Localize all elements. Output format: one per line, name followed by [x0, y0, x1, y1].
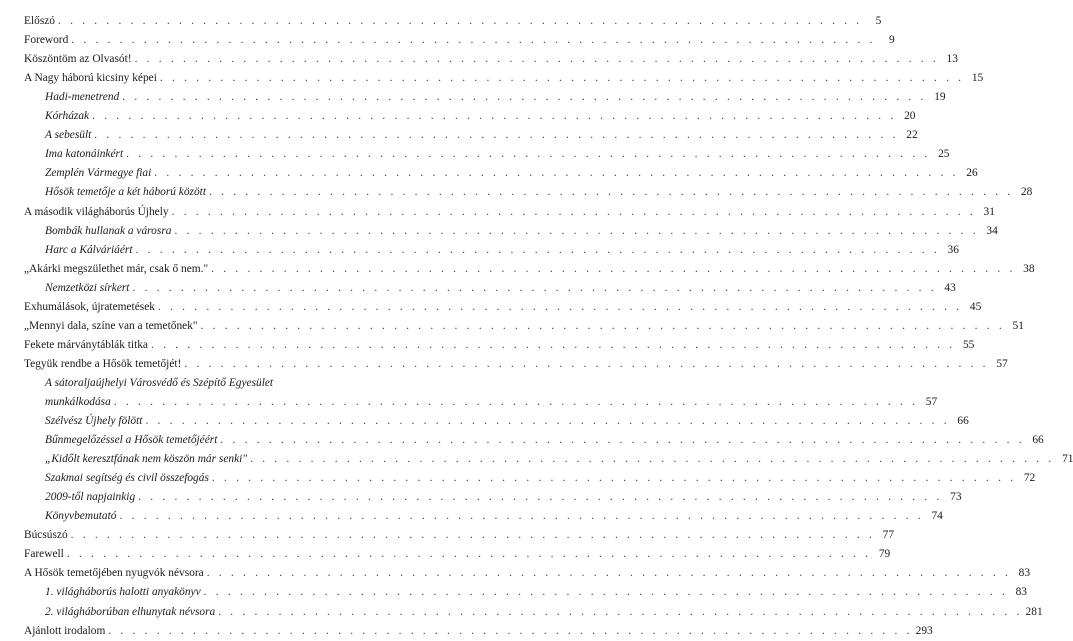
toc-entry — [24, 393, 938, 412]
toc-entry-title: Szélvész Újhely fölött — [45, 415, 143, 428]
toc-entry — [24, 145, 950, 164]
toc-entry-title: 2. világháborúban elhunytak névsora — [45, 605, 216, 618]
toc-entry-title: „Mennyi dala, színe van a temetőnek" — [24, 319, 198, 332]
dot-leader: . . . . . . . . . . . . . . . . . . . . . . . . . . . . . . . . . . . . . . . . . . . . . . . . . . . . . . . . . . . . . . . . . . . — [184, 357, 989, 370]
dot-leader: . . . . . . . . . . . . . . . . . . . . . . . . . . . . . . . . . . . . . . . . . . . . . . . . . . . . . . . . . . . . . . . . . . . — [122, 91, 927, 104]
toc-entry-title: A sebesült — [45, 129, 92, 142]
toc-entry — [24, 126, 918, 145]
dot-leader: . . . . . . . . . . . . . . . . . . . . . . . . . . . . . . . . . . . . . . . . . . . . . . . . . . . . . . . . . . . . . . . . . . . — [119, 510, 924, 523]
dot-leader: . . . . . . . . . . . . . . . . . . . . . . . . . . . . . . . . . . . . . . . . . . . . . . . . . . . . . . . . . . . . . . . . . . . — [94, 129, 899, 142]
toc-entry-title: „Kidőlt keresztfának nem köszön már senki" — [45, 453, 248, 466]
dot-leader: . . . . . . . . . . . . . . . . . . . . . . . . . . . . . . . . . . . . . . . . . . . . . . . . . . . . . . . . . . . . . . . . . . . — [138, 491, 943, 504]
toc-page-number: 36 — [947, 243, 959, 256]
dot-leader: . . . . . . . . . . . . . . . . . . . . . . . . . . . . . . . . . . . . . . . . . . . . . . . . . . . . . . . . . . . . . . . . . . . — [113, 395, 919, 408]
toc-entry — [24, 50, 958, 69]
dot-leader: . . . . . . . . . . . . . . . . . . . . . . . . . . . . . . . . . . . . . . . . . . . . . . . . . . . . . . . . . . . . . . . . . . . — [108, 624, 913, 637]
dot-leader: . . . . . . . . . . . . . . . . . . . . . . . . . . . . . . . . . . . . . . . . . . . . . . . . . . . . . . . . . . . . . . . . . . . — [135, 243, 940, 256]
toc-entry — [24, 507, 943, 526]
toc-entry — [24, 545, 891, 564]
toc-entry-title: Exhumálások, újratemetések — [24, 300, 155, 313]
toc-entry-title: Búcsúszó — [24, 529, 68, 542]
dot-leader: . . . . . . . . . . . . . . . . . . . . . . . . . . . . . . . . . . . . . . . . . . . . . . . . . . . . . . . . . . . . . . . . . . . — [92, 110, 897, 123]
toc-page-number: 293 — [915, 624, 933, 637]
toc-entry-title: Könyvbemutató — [45, 510, 117, 523]
toc-entry — [24, 564, 1031, 583]
dot-leader: . . . . . . . . . . . . . . . . . . . . . . . . . . . . . . . . . . . . . . . . . . . . . . . . . . . . . . . . . . . . . . . . . . . — [132, 281, 937, 294]
toc-page-number: 71 — [1062, 453, 1073, 466]
toc-page-number: 74 — [931, 510, 943, 523]
dot-leader: . . . . . . . . . . . . . . . . . . . . . . . . . . . . . . . . . . . . . . . . . . . . . . . . . . . . . . . . . . . . . . . . . . . — [211, 472, 1017, 485]
dot-leader: . . . . . . . . . . . . . . . . . . . . . . . . . . . . . . . . . . . . . . . . . . . . . . . . . . . . . . . . . . . . . . . . . . . — [159, 72, 965, 85]
toc-page-number: 45 — [969, 300, 982, 313]
dot-leader: . . . . . . . . . . . . . . . . . . . . . . . . . . . . . . . . . . . . . . . . . . . . . . . . . . . . . . . . . . . . . . . . . . . — [220, 434, 1025, 447]
toc-entry — [24, 583, 1027, 602]
toc-entry-title: „Akárki megszülethet már, csak ő nem." — [24, 262, 209, 275]
toc-page-number: 43 — [944, 281, 956, 294]
toc-entry — [24, 241, 959, 260]
toc-entry — [24, 12, 882, 31]
toc-entry — [24, 202, 995, 221]
toc-entry — [24, 336, 975, 355]
toc-page-number: 79 — [878, 548, 891, 561]
toc-page-number: 19 — [934, 91, 946, 104]
toc-entry — [24, 88, 946, 107]
toc-page-number: 66 — [957, 415, 969, 428]
dot-leader: . . . . . . . . . . . . . . . . . . . . . . . . . . . . . . . . . . . . . . . . . . . . . . . . . . . . . . . . . . . . . . . . . . . — [250, 453, 1055, 466]
toc-page-number: 55 — [962, 338, 975, 351]
toc-entry — [24, 164, 978, 183]
toc-entry — [24, 450, 1073, 469]
toc-entry-title: Foreword — [24, 34, 69, 47]
toc-page-number: 22 — [906, 129, 918, 142]
toc-entry — [24, 488, 962, 507]
dot-leader: . . . . . . . . . . . . . . . . . . . . . . . . . . . . . . . . . . . . . . . . . . . . . . . . . . . . . . . . . . . . . . . . . . . — [171, 205, 976, 218]
dot-leader: . . . . . . . . . . . . . . . . . . . . . . . . . . . . . . . . . . . . . . . . . . . . . . . . . . . . . . . . . . . . . . . . . . . — [151, 338, 956, 351]
toc-page-number: 77 — [882, 529, 895, 542]
toc-entry-title: Szakmai segítség és civil összefogás — [45, 472, 209, 485]
toc-entry — [24, 526, 895, 545]
dot-leader: . . . . . . . . . . . . . . . . . . . . . . . . . . . . . . . . . . . . . . . . . . . . . . . . . . . . . . . . . . . . . . . . . . . — [71, 34, 876, 47]
toc-page-number: 31 — [983, 205, 995, 218]
toc-page-number: 83 — [1018, 567, 1031, 580]
toc-entry — [24, 622, 933, 641]
dot-leader: . . . . . . . . . . . . . . . . . . . . . . . . . . . . . . . . . . . . . . . . . . . . . . . . . . . . . . . . . . . . . . . . . . . — [134, 53, 939, 66]
toc-entry-title: Hősök temetője a két háború között — [45, 186, 207, 199]
dot-leader: . . . . . . . . . . . . . . . . . . . . . . . . . . . . . . . . . . . . . . . . . . . . . . . . . . . . . . . . . . . . . . . . . . . — [66, 548, 872, 561]
toc-entry — [24, 31, 895, 50]
toc-entry — [24, 469, 1036, 488]
toc-entry-title: Köszöntöm az Olvasót! — [24, 53, 132, 66]
toc-entry — [24, 412, 969, 431]
toc-page-number: 20 — [904, 110, 916, 123]
dot-leader: . . . . . . . . . . . . . . . . . . . . . . . . . . . . . . . . . . . . . . . . . . . . . . . . . . . . . . . . . . . . . . . . . . . — [126, 148, 931, 161]
toc-entry — [24, 279, 956, 298]
toc-entry — [24, 69, 984, 88]
toc-entry-title: Hadi-menetrend — [45, 91, 120, 104]
toc-page-number: 72 — [1023, 472, 1036, 485]
dot-leader: . . . . . . . . . . . . . . . . . . . . . . . . . . . . . . . . . . . . . . . . . . . . . . . . . . . . . . . . . . . . . . . . . . . — [145, 415, 950, 428]
dot-leader: . . . . . . . . . . . . . . . . . . . . . . . . . . . . . . . . . . . . . . . . . . . . . . . . . . . . . . . . . . . . . . . . . . . — [174, 224, 979, 237]
toc-page-number: 28 — [1020, 186, 1033, 199]
dot-leader: . . . . . . . . . . . . . . . . . . . . . . . . . . . . . . . . . . . . . . . . . . . . . . . . . . . . . . . . . . . . . . . . . . . — [218, 605, 1023, 618]
toc-entry — [24, 602, 1043, 621]
toc-entry-title: Bűnmegelőzéssel a Hősök temetőjéért — [45, 434, 218, 447]
toc-entry — [24, 107, 916, 126]
toc-page-number: 281 — [1025, 605, 1043, 618]
toc-page-number: 13 — [946, 53, 958, 66]
toc-entry-title: Nemzetközi sírkert — [45, 281, 130, 294]
toc-entry-title: 2009-től napjainkig — [45, 491, 136, 504]
toc-page-number: 57 — [996, 357, 1008, 370]
dot-leader: . . . . . . . . . . . . . . . . . . . . . . . . . . . . . . . . . . . . . . . . . . . . . . . . . . . . . . . . . . . . . . . . . . . — [58, 15, 863, 28]
toc-entry-title: A sátoraljaújhelyi Városvédő és Szépítő Egyesület — [45, 376, 274, 389]
toc-entry-title: Ajánlott irodalom — [24, 624, 106, 637]
toc-entry-title: Előszó — [24, 15, 56, 28]
toc-entry — [24, 183, 1033, 202]
toc-entry-title: Kórházak — [45, 110, 90, 123]
toc-page-number: 83 — [1015, 586, 1027, 599]
toc-entry — [24, 222, 998, 241]
toc-entry-title: A Nagy háború kicsiny képei — [24, 72, 157, 85]
dot-leader: . . . . . . . . . . . . . . . . . . . . . . . . . . . . . . . . . . . . . . . . . . . . . . . . . . . . . . . . . . . . . . . . . . . — [70, 529, 876, 542]
dot-leader: . . . . . . . . . . . . . . . . . . . . . . . . . . . . . . . . . . . . . . . . . . . . . . . . . . . . . . . . . . . . . . . . . . . — [200, 319, 1005, 332]
toc-entry — [24, 298, 982, 317]
dot-leader: . . . . . . . . . . . . . . . . . . . . . . . . . . . . . . . . . . . . . . . . . . . . . . . . . . . . . . . . . . . . . . . . . . . — [157, 300, 963, 313]
toc-page-number: 15 — [971, 72, 984, 85]
dot-leader: . . . . . . . . . . . . . . . . . . . . . . . . . . . . . . . . . . . . . . . . . . . . . . . . . . . . . . . . . . . . . . . . . . . — [211, 262, 1016, 275]
toc-entry-title: Fekete márványtáblák titka — [24, 338, 148, 351]
toc-entry — [24, 374, 472, 393]
table-of-contents — [24, 12, 1073, 641]
toc-page-number: 25 — [938, 148, 950, 161]
toc-entry — [24, 431, 1044, 450]
toc-entry-title: Harc a Kálváriáért — [45, 243, 133, 256]
toc-entry — [24, 355, 1008, 374]
toc-entry-title: Tegyük rendbe a Hősök temetőjét! — [24, 357, 182, 370]
toc-page-number: 57 — [925, 395, 938, 408]
toc-entry — [24, 260, 1035, 279]
toc-entry-title: A Hősök temetőjében nyugvók névsora — [24, 567, 204, 580]
toc-entry-title: 1. világháborús halotti anyakönyv — [45, 586, 201, 599]
toc-entry-title: munkálkodása — [45, 395, 111, 408]
toc-entry-title: Bombák hullanak a városra — [45, 224, 172, 237]
toc-page-number: 26 — [966, 167, 978, 180]
dot-leader: . . . . . . . . . . . . . . . . . . . . . . . . . . . . . . . . . . . . . . . . . . . . . . . . . . . . . . . . . . . . . . . . . . . — [203, 586, 1008, 599]
dot-leader: . . . . . . . . . . . . . . . . . . . . . . . . . . . . . . . . . . . . . . . . . . . . . . . . . . . . . . . . . . . . . . . . . . . — [209, 186, 1014, 199]
toc-page-number: 5 — [875, 15, 882, 28]
toc-page-number: 66 — [1032, 434, 1044, 447]
toc-page-number: 38 — [1023, 262, 1035, 275]
toc-entry-title: Farewell — [24, 548, 64, 561]
toc-entry-title: Zemplén Vármegye fiai — [45, 167, 152, 180]
toc-page-number: 73 — [950, 491, 962, 504]
toc-entry-title: A második világháborús Újhely — [24, 205, 169, 218]
toc-page-number: 34 — [986, 224, 998, 237]
toc-entry-title: Ima katonáinkért — [45, 148, 124, 161]
toc-page-number: 9 — [888, 34, 895, 47]
dot-leader: . . . . . . . . . . . . . . . . . . . . . . . . . . . . . . . . . . . . . . . . . . . . . . . . . . . . . . . . . . . . . . . . . . . — [154, 167, 959, 180]
dot-leader: . . . . . . . . . . . . . . . . . . . . . . . . . . . . . . . . . . . . . . . . . . . . . . . . . . . . . . . . . . . . . . . . . . . — [206, 567, 1012, 580]
toc-page-number: 51 — [1012, 319, 1024, 332]
toc-entry — [24, 317, 1024, 336]
